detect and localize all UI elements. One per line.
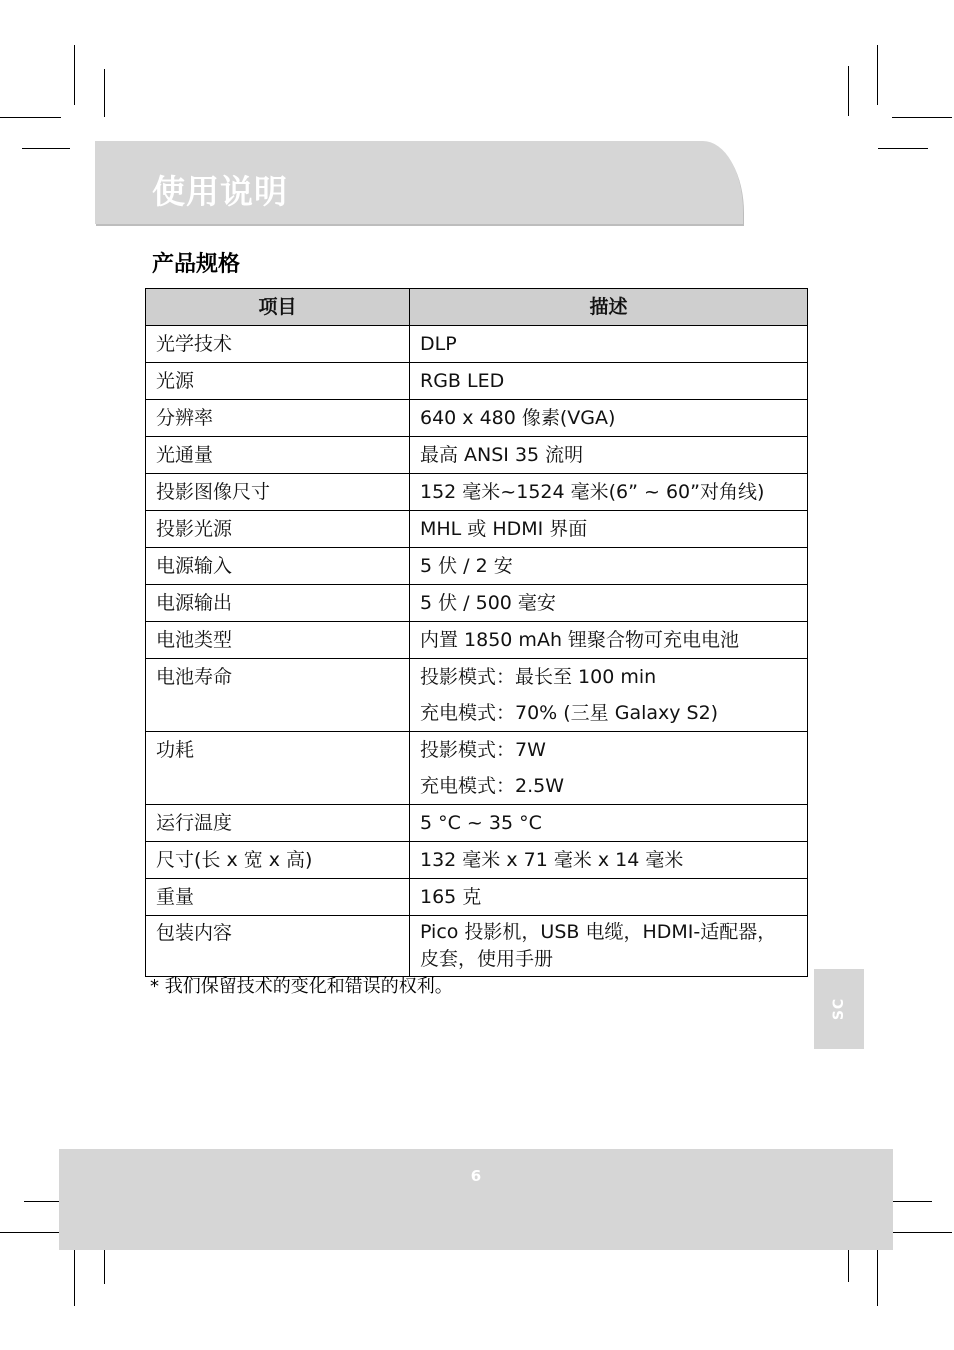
table-row <box>146 548 808 585</box>
spec-description-text: 5 °C ~ 35 °C <box>420 812 542 834</box>
table-row <box>146 437 808 474</box>
spec-description-cell <box>410 842 808 879</box>
spec-description-text: 充电模式：2.5W <box>420 775 565 797</box>
spec-item-label: 光学技术 <box>156 333 233 355</box>
spec-table <box>145 288 808 977</box>
spec-item-label: 投影图像尺寸 <box>156 481 271 503</box>
spec-item-cell <box>146 916 410 977</box>
spec-description-cell <box>410 805 808 842</box>
spec-item-cell <box>146 659 410 732</box>
spec-description-cell <box>410 474 808 511</box>
spec-item-label: 投影光源 <box>156 518 233 540</box>
spec-description-text: DLP <box>420 333 457 355</box>
spec-item-label: 重量 <box>156 886 195 908</box>
section-title: 产品规格 <box>152 252 241 277</box>
spec-description-cell <box>410 437 808 474</box>
spec-item-cell <box>146 622 410 659</box>
spec-description-cell <box>410 511 808 548</box>
spec-item-label: 运行温度 <box>156 812 233 834</box>
spec-description-text: 132 毫米 x 71 毫米 x 14 毫米 <box>420 849 684 871</box>
spec-item-cell <box>146 548 410 585</box>
language-tab-label: SC <box>831 997 847 1021</box>
footer-band <box>59 1149 893 1250</box>
table-row <box>146 659 808 732</box>
spec-description-text: 投影模式：最长至 100 min <box>420 666 657 688</box>
crop-mark <box>848 66 849 116</box>
column-header-item: 项目 <box>146 289 410 326</box>
spec-description-text: 皮套，使用手册 <box>420 948 554 970</box>
spec-description-cell <box>410 916 808 977</box>
spec-description-cell <box>410 400 808 437</box>
crop-mark <box>22 148 70 149</box>
spec-item-cell <box>146 805 410 842</box>
page-number: 6 <box>470 1167 482 1185</box>
spec-item-label: 电源输出 <box>156 592 233 614</box>
table-row <box>146 842 808 879</box>
spec-item-cell <box>146 879 410 916</box>
table-row <box>146 400 808 437</box>
spec-item-cell <box>146 400 410 437</box>
spec-description-text: 5 伏 / 500 毫安 <box>420 592 556 614</box>
crop-mark <box>0 1232 60 1233</box>
spec-description-text: 充电模式：70% (三星 Galaxy S2) <box>420 702 719 724</box>
spec-item-cell <box>146 474 410 511</box>
spec-item-cell <box>146 437 410 474</box>
spec-description-cell <box>410 659 808 732</box>
table-row <box>146 474 808 511</box>
spec-description-cell <box>410 326 808 363</box>
page-title: 使用说明 <box>152 172 288 211</box>
spec-description-text: 152 毫米~1524 毫米(6” ~ 60”对角线) <box>420 481 765 503</box>
crop-mark <box>0 117 61 118</box>
spec-description-text: RGB LED <box>420 370 505 392</box>
spec-item-cell <box>146 732 410 805</box>
spec-description-text: 内置 1850 mAh 锂聚合物可充电电池 <box>420 629 740 651</box>
spec-item-cell <box>146 511 410 548</box>
spec-description-cell <box>410 363 808 400</box>
crop-mark <box>104 69 105 117</box>
spec-description-cell <box>410 879 808 916</box>
spec-item-cell <box>146 842 410 879</box>
table-row <box>146 916 808 977</box>
spec-item-label: 光通量 <box>156 444 214 466</box>
spec-item-cell <box>146 326 410 363</box>
spec-item-label: 包装内容 <box>156 922 233 944</box>
spec-description-text: 投影模式：7W <box>420 739 546 761</box>
footnote: * 我们保留技术的变化和错误的权利。 <box>150 976 453 997</box>
table-row <box>146 732 808 805</box>
spec-description-text: 640 x 480 像素(VGA) <box>420 407 616 429</box>
spec-item-label: 光源 <box>156 370 195 392</box>
table-row <box>146 363 808 400</box>
spec-item-cell <box>146 585 410 622</box>
spec-item-label: 电池寿命 <box>156 666 233 688</box>
spec-description-cell <box>410 548 808 585</box>
crop-mark <box>892 117 952 118</box>
language-tab <box>814 969 864 1049</box>
spec-item-label: 尺寸(长 x 宽 x 高) <box>156 849 313 871</box>
spec-description-text: 最高 ANSI 35 流明 <box>420 444 584 466</box>
table-row <box>146 326 808 363</box>
spec-description-cell <box>410 732 808 805</box>
spec-description-text: 165 克 <box>420 886 482 908</box>
spec-item-label: 电源输入 <box>156 555 233 577</box>
crop-mark <box>877 1246 878 1306</box>
spec-item-cell <box>146 363 410 400</box>
table-header-row <box>146 289 808 326</box>
crop-mark <box>74 45 75 105</box>
crop-mark <box>877 45 878 105</box>
table-row <box>146 511 808 548</box>
crop-mark <box>74 1246 75 1306</box>
spec-item-label: 功耗 <box>156 739 195 761</box>
crop-mark <box>878 148 928 149</box>
table-row <box>146 805 808 842</box>
spec-description-cell <box>410 585 808 622</box>
spec-item-label: 分辨率 <box>156 407 214 429</box>
spec-description-text: Pico 投影机，USB 电缆，HDMI-适配器， <box>420 921 777 943</box>
spec-description-text: 5 伏 / 2 安 <box>420 555 513 577</box>
table-row <box>146 622 808 659</box>
spec-description-text: MHL 或 HDMI 界面 <box>420 518 588 540</box>
table-row <box>146 585 808 622</box>
crop-mark <box>892 1232 952 1233</box>
column-header-description: 描述 <box>410 289 808 326</box>
table-row <box>146 879 808 916</box>
spec-description-cell <box>410 622 808 659</box>
spec-item-label: 电池类型 <box>156 629 233 651</box>
